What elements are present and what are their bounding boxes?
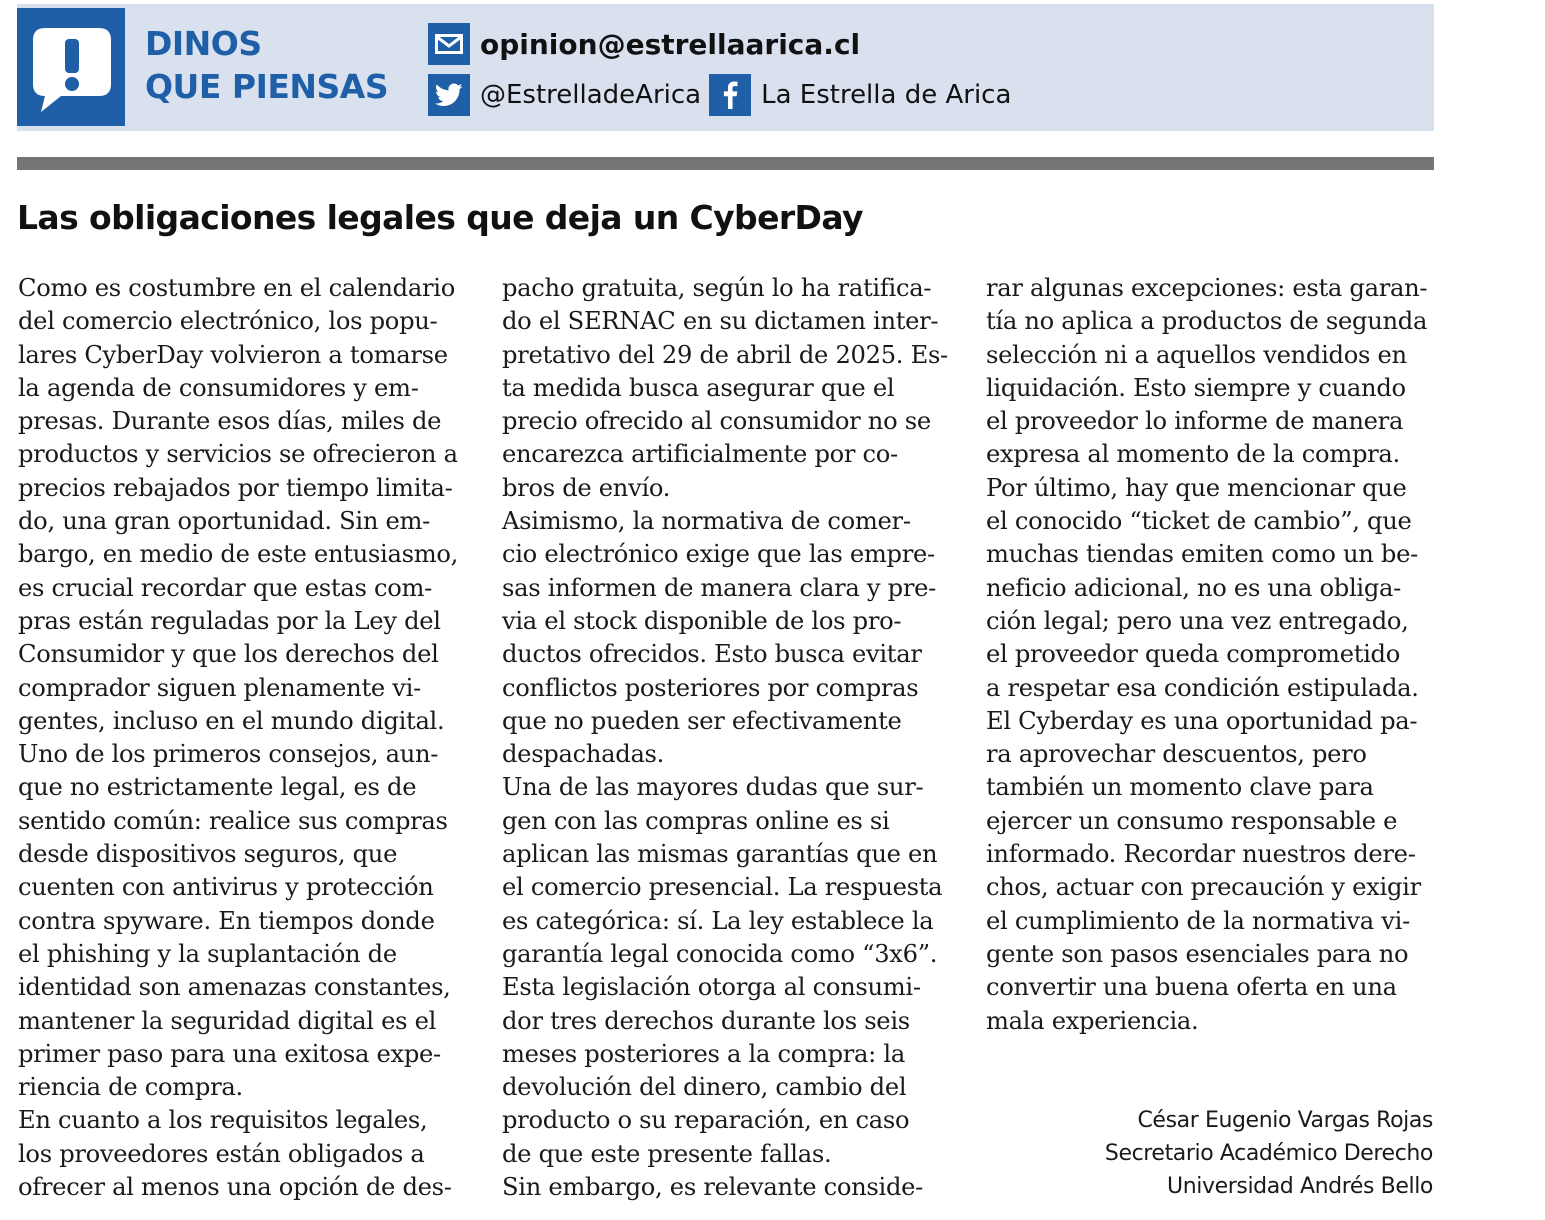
- text-line: a respetar esa condición estipulada.: [986, 673, 1419, 702]
- twitter-icon: [428, 74, 470, 116]
- text-line: Por último, hay que mencionar que: [986, 473, 1407, 502]
- text-line: Uno de los primeros consejos, aun-: [18, 740, 439, 769]
- text-line: el proveedor lo informe de manera: [986, 407, 1404, 436]
- text-line: el comercio presencial. La respuesta: [502, 873, 943, 902]
- text-line: cuenten con antivirus y protección: [18, 873, 434, 902]
- mail-icon: [428, 23, 470, 65]
- text-line: pretativo del 29 de abril de 2025. Es-: [502, 340, 948, 369]
- twitter-handle[interactable]: @EstrelladeArica: [480, 80, 702, 110]
- text-line: liquidación. Esto siempre y cuando: [986, 373, 1406, 402]
- text-line: convertir una buena oferta en una: [986, 973, 1397, 1002]
- text-line: ductos ofrecidos. Esto busca evitar: [502, 640, 922, 669]
- article-headline: Las obligaciones legales que deja un CyberDay: [17, 198, 863, 237]
- email-row: [428, 23, 860, 65]
- text-line: que no pueden ser efectivamente: [502, 706, 902, 735]
- text-line: selección ni a aquellos vendidos en: [986, 340, 1407, 369]
- text-line: identidad son amenazas constantes,: [18, 973, 451, 1002]
- text-line: riencia de compra.: [18, 1073, 243, 1102]
- text-line: cio electrónico exige que las empre-: [502, 540, 935, 569]
- text-line: informado. Recordar nuestros dere-: [986, 840, 1416, 869]
- text-line: tía no aplica a productos de segunda: [986, 307, 1428, 336]
- text-line: precios rebajados por tiempo limita-: [18, 473, 453, 502]
- text-line: expresa al momento de la compra.: [986, 440, 1400, 469]
- alert-bubble-icon: [17, 8, 125, 126]
- author-name: César Eugenio Vargas Rojas: [1137, 1108, 1433, 1133]
- text-line: mala experiencia.: [986, 1006, 1199, 1035]
- text-line: comprador siguen plenamente vi-: [18, 673, 421, 702]
- text-line: Sin embargo, es relevante conside-: [502, 1173, 924, 1202]
- text-line: también un momento clave para: [986, 773, 1374, 802]
- section-divider: [17, 157, 1434, 170]
- text-line: dor tres derechos durante los seis: [502, 1006, 910, 1035]
- alert-bubble-graphic: [17, 8, 125, 126]
- text-line: primer paso para una exitosa expe-: [18, 1039, 441, 1068]
- text-line: producto o su reparación, en caso: [502, 1106, 910, 1135]
- text-line: conflictos posteriores por compras: [502, 673, 919, 702]
- text-line: Como es costumbre en el calendario: [18, 274, 455, 302]
- text-line: garantía legal conocida como “3x6”.: [502, 939, 938, 968]
- text-line: que no estrictamente legal, es de: [18, 773, 417, 802]
- text-line: mantener la seguridad digital es el: [18, 1006, 437, 1035]
- text-line: sentido común: realice sus compras: [18, 806, 448, 835]
- text-line: via el stock disponible de los pro-: [502, 606, 902, 635]
- text-line: El Cyberday es una oportunidad pa-: [986, 706, 1418, 735]
- email-link[interactable]: opinion@estrellaarica.cl: [480, 27, 861, 61]
- text-line: gentes, incluso en el mundo digital.: [18, 706, 445, 735]
- text-line: devolución del dinero, cambio del: [502, 1073, 907, 1102]
- text-line: ta medida busca asegurar que el: [502, 373, 895, 402]
- text-line: chos, actuar con precaución y exigir: [986, 873, 1421, 902]
- text-line: Una de las mayores dudas que sur-: [502, 773, 924, 802]
- text-line: pras están reguladas por la Ley del: [18, 606, 441, 635]
- author-institution: Universidad Andrés Bello: [1167, 1174, 1433, 1199]
- text-line: Esta legislación otorga al consumi-: [502, 973, 921, 1002]
- text-line: productos y servicios se ofrecieron a: [18, 440, 458, 469]
- section-title-line2: QUE PIENSAS: [145, 67, 389, 106]
- text-line: bros de envío.: [502, 473, 671, 502]
- text-line: bargo, en medio de este entusiasmo,: [18, 540, 458, 569]
- article-column-2: [502, 272, 958, 1204]
- text-line: muchas tiendas emiten como un be-: [986, 540, 1419, 569]
- text-line: gen con las compras online es si: [502, 806, 890, 835]
- text-line: sas informen de manera clara y pre-: [502, 573, 937, 602]
- text-line: meses posteriores a la compra: la: [502, 1039, 905, 1068]
- text-line: precio ofrecido al consumidor no se: [502, 407, 931, 436]
- facebook-icon: [709, 74, 751, 116]
- text-line: En cuanto a los requisitos legales,: [18, 1106, 428, 1135]
- facebook-name[interactable]: La Estrella de Arica: [761, 80, 1012, 110]
- text-line: es categórica: sí. La ley establece la: [502, 906, 934, 935]
- text-line: el proveedor queda comprometido: [986, 640, 1401, 669]
- author-signature: [1105, 1104, 1433, 1203]
- text-line: contra spyware. En tiempos donde: [18, 906, 435, 935]
- text-line: los proveedores están obligados a: [18, 1139, 425, 1168]
- social-row: [428, 74, 1011, 116]
- text-line: rar algunas excepciones: esta garan-: [986, 274, 1428, 302]
- text-line: ra aprovechar descuentos, pero: [986, 740, 1367, 769]
- text-line: gente son pasos esenciales para no: [986, 939, 1409, 968]
- text-line: el phishing y la suplantación de: [18, 939, 397, 968]
- section-title-line1: DINOS: [145, 24, 262, 63]
- text-line: es crucial recordar que estas com-: [18, 573, 432, 602]
- text-line: la agenda de consumidores y em-: [18, 373, 419, 402]
- text-line: ofrecer al menos una opción de des-: [18, 1173, 452, 1202]
- text-line: el conocido “ticket de cambio”, que: [986, 507, 1412, 536]
- text-line: neficio adicional, no es una obliga-: [986, 573, 1402, 602]
- text-line: despachadas.: [502, 740, 665, 769]
- article-column-1: [18, 272, 474, 1204]
- text-line: lares CyberDay volvieron a tomarse: [18, 340, 448, 369]
- text-line: pacho gratuita, según lo ha ratifica-: [502, 274, 932, 302]
- author-role: Secretario Académico Derecho: [1104, 1141, 1433, 1166]
- text-line: presas. Durante esos días, miles de: [18, 407, 442, 436]
- text-line: desde dispositivos seguros, que: [18, 840, 398, 869]
- text-line: do el SERNAC en su dictamen inter-: [502, 307, 939, 336]
- text-line: de que este presente fallas.: [502, 1139, 832, 1168]
- text-line: del comercio electrónico, los popu-: [18, 307, 438, 336]
- article-column-3: [986, 272, 1442, 1038]
- text-line: ción legal; pero una vez entregado,: [986, 606, 1409, 635]
- text-line: encarezca artificialmente por co-: [502, 440, 898, 469]
- text-line: ejercer un consumo responsable e: [986, 806, 1398, 835]
- text-line: Consumidor y que los derechos del: [18, 640, 439, 669]
- text-line: do, una gran oportunidad. Sin em-: [18, 507, 431, 536]
- section-title: [145, 22, 388, 108]
- text-line: el cumplimiento de la normativa vi-: [986, 906, 1410, 935]
- text-line: aplican las mismas garantías que en: [502, 840, 938, 869]
- text-line: Asimismo, la normativa de comer-: [502, 507, 911, 536]
